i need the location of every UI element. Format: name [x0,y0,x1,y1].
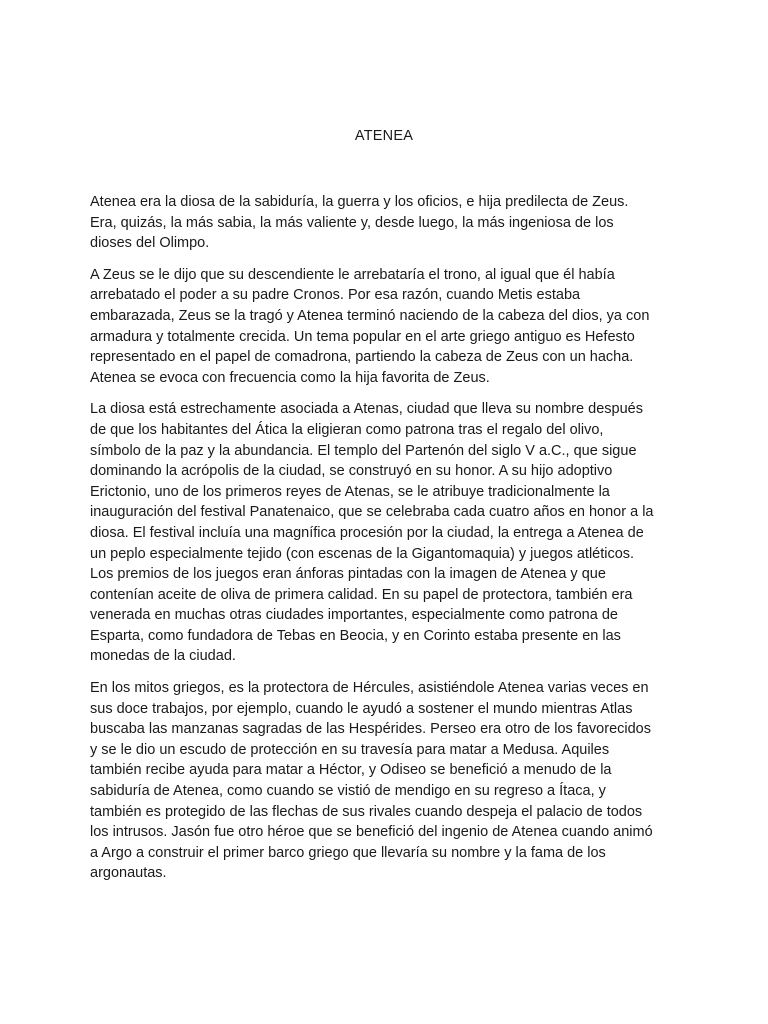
text-line: Atenea era la diosa de la sabiduría, la guerra y los oficios, e hija predilecta de Zeus. [90,194,629,210]
paragraph [90,192,686,254]
text-line: Erictonio, uno de los primeros reyes de Atenas, se le atribuye tradicionalmente la [90,483,610,500]
text-line: monedas de la ciudad. [90,648,236,665]
text-line: En los mitos griegos, es la protectora de Hércules, asistiéndole Atenea varias veces en [90,680,649,697]
text-line: un peplo especialmente tejido (con escenas de la Gigantomaquia) y juegos atléticos. [90,545,635,562]
text-line: también es protegido de las flechas de sus rivales cuando despeja el palacio de todos [90,803,643,820]
text-line: dominando la acrópolis de la ciudad, se construyó en su honor. A su hijo adoptivo [90,463,613,480]
text-line: sabiduría de Atenea, como cuando se vistió de mendigo en su regreso a Ítaca, y [90,783,606,800]
text-line: La diosa está estrechamente asociada a Atenas, ciudad que lleva su nombre después [90,401,643,418]
text-line: Atenea se evoca con frecuencia como la hija favorita de Zeus. [90,369,490,386]
text-line: venerada en muchas otras ciudades importantes, especialmente como patrona de [90,607,618,624]
document-body [90,192,686,895]
text-line: dioses del Olimpo. [90,235,210,252]
text-line: embarazada, Zeus se la tragó y Atenea terminó naciendo de la cabeza del dios, ya con [90,307,650,324]
text-line: también recibe ayuda para matar a Héctor, y Odiseo se benefició a menudo de la [90,762,612,779]
text-line: armadura y totalmente crecida. Un tema popular en el arte griego antiguo es Hefesto [90,328,635,345]
text-line: arrebatado el poder a su padre Cronos. Por esa razón, cuando Metis estaba [90,287,581,304]
text-line: buscaba las manzanas sagradas de las Hespérides. Perseo era otro de los favorecidos [90,721,651,738]
text-line: los intrusos. Jasón fue otro héroe que se benefició del ingenio de Atenea cuando animó [90,824,653,841]
text-line: Los premios de los juegos eran ánforas pintadas con la imagen de Atenea y que [90,566,606,583]
paragraph [90,265,686,389]
text-line: Era, quizás, la más sabia, la más valiente y, desde luego, la más ingeniosa de los [90,214,614,231]
text-line: de que los habitantes del Ática la eligieran como patrona tras el regalo del olivo, [90,421,604,438]
text-line: inauguración del festival Panatenaico, que se celebraba cada cuatro años en honor a la [90,504,654,521]
text-line: Esparta, como fundadora de Tebas en Beocia, y en Corinto estaba presente en las [90,627,621,644]
text-line: contenían aceite de oliva de primera calidad. En su papel de protectora, también era [90,586,633,603]
document-title: ATENEA [354,128,414,144]
text-line: A Zeus se le dijo que su descendiente le arrebataría el trono, al igual que él había [90,266,615,283]
text-line: a Argo a construir el primer barco griego que llevaría su nombre y la fama de los [90,844,606,861]
paragraph [90,678,686,884]
text-line: sus doce trabajos, por ejemplo, cuando le ayudó a sostener el mundo mientras Atlas [90,700,633,717]
paragraph [90,399,686,667]
text-line: diosa. El festival incluía una magnífica procesión por la ciudad, la entrega a Atenea de [90,524,644,541]
text-line: y se le dio un escudo de protección en su travesía para matar a Medusa. Aquiles [90,741,610,758]
text-line: representado en el papel de comadrona, partiendo la cabeza de Zeus con un hacha. [90,349,634,366]
text-line: argonautas. [90,865,167,882]
text-line: símbolo de la paz y la abundancia. El templo del Partenón del siglo V a.C., que sigue [90,442,637,459]
